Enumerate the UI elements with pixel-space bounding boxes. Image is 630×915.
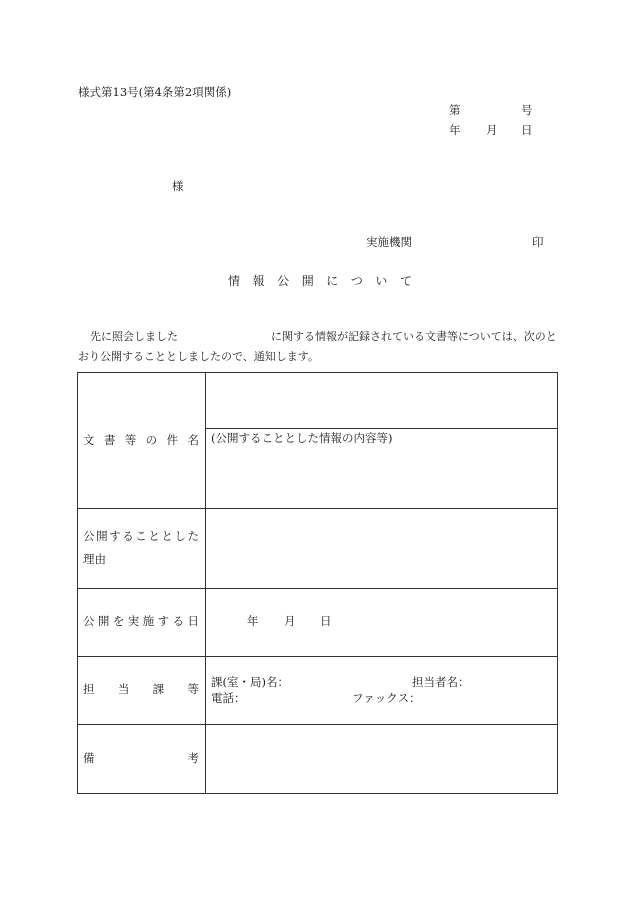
body-line1-before-blank: 先に照会しました: [90, 330, 178, 343]
spaced-char: 名: [187, 433, 199, 447]
contact-field: [206, 657, 557, 724]
spaced-char: 担: [83, 682, 95, 696]
spaced-char: す: [109, 529, 121, 543]
issue-date-year: 年: [449, 123, 461, 137]
addressee-honorific: 様: [172, 179, 184, 193]
disclosure-date-day: 日: [320, 614, 332, 628]
table-row-contact: [78, 656, 557, 724]
spaced-char: 報: [252, 274, 265, 288]
document-name-field: [206, 373, 557, 428]
table-row-disclosure-date: [78, 588, 557, 656]
spaced-char: 書: [103, 433, 116, 447]
spaced-char: る: [122, 529, 134, 543]
spaced-char: 文: [83, 433, 95, 447]
disclosed-info-field: [206, 428, 557, 508]
document-name-label-cell: [78, 373, 206, 508]
disclosure-date-month: 月: [284, 614, 296, 628]
body-line1-after-blank: に関する情報が記録されている文書等については、次のと: [271, 330, 557, 343]
spaced-char: 等: [187, 682, 199, 696]
document-number-suffix: 号: [521, 103, 533, 117]
table-row-document-name: [78, 373, 557, 508]
reason-label-line1: [83, 529, 199, 543]
spaced-char: 開: [96, 529, 108, 543]
table-row-remarks: [78, 724, 557, 793]
spaced-char: 施: [142, 614, 155, 628]
disclosure-date-year: 年: [247, 614, 259, 628]
spaced-char: 課: [152, 682, 165, 696]
spaced-char: を: [112, 614, 125, 628]
document-name-label: [83, 433, 199, 447]
spaced-char: と: [148, 529, 160, 543]
spaced-char: の: [145, 433, 158, 447]
disclosed-info-note: (公開することとした情報の内容等): [211, 431, 393, 445]
form-number: 様式第13号(第4条第2項関係): [78, 85, 232, 99]
contact-label-cell: [78, 657, 206, 724]
spaced-char: い: [375, 274, 388, 288]
notice-table: [77, 372, 558, 794]
remarks-field: [206, 725, 557, 793]
spaced-char: 日: [187, 614, 199, 628]
phone-label: 電話：: [211, 691, 246, 705]
document-title: [228, 274, 412, 288]
spaced-char: 情: [228, 274, 241, 288]
spaced-char: し: [174, 529, 186, 543]
issuing-agency-label: 実施機関: [366, 235, 412, 249]
fax-label: ファックス：: [352, 691, 421, 705]
remarks-label: [83, 751, 199, 765]
reason-field: [206, 509, 557, 588]
spaced-char: 開: [97, 614, 110, 628]
body-line2: おり公開することとしましたので、通知します。: [78, 350, 319, 363]
seal-mark: 印: [532, 235, 544, 249]
spaced-char: る: [172, 614, 185, 628]
spaced-char: つ: [350, 274, 363, 288]
contact-label: [83, 682, 199, 696]
spaced-char: 公: [83, 614, 95, 628]
spaced-char: 当: [117, 682, 130, 696]
issue-date-month: 月: [486, 123, 498, 137]
spaced-char: す: [157, 614, 170, 628]
spaced-char: て: [399, 274, 412, 288]
person-in-charge-label: 担当者名：: [412, 675, 470, 689]
spaced-char: 公: [277, 274, 290, 288]
spaced-char: こ: [135, 529, 147, 543]
table-row-reason: [78, 508, 557, 588]
spaced-char: た: [187, 529, 199, 543]
remarks-label-cell: [78, 725, 206, 793]
spaced-char: 公: [83, 529, 95, 543]
spaced-char: 備: [83, 751, 95, 765]
spaced-char: と: [161, 529, 173, 543]
spaced-char: に: [326, 274, 339, 288]
reason-label-line2: 理由: [83, 552, 106, 566]
reason-label-cell: [78, 509, 206, 588]
issue-date-day: 日: [521, 123, 533, 137]
disclosure-date-field: [206, 589, 557, 656]
document-name-value-cell: [206, 373, 557, 508]
document-number-prefix: 第: [449, 103, 461, 117]
spaced-char: 実: [127, 614, 140, 628]
disclosure-date-label: [83, 614, 199, 628]
department-label: 課(室・局)名：: [211, 675, 289, 689]
disclosure-date-label-cell: [78, 589, 206, 656]
spaced-char: 等: [124, 433, 137, 447]
spaced-char: 件: [166, 433, 179, 447]
spaced-char: 考: [187, 751, 199, 765]
spaced-char: 開: [301, 274, 314, 288]
